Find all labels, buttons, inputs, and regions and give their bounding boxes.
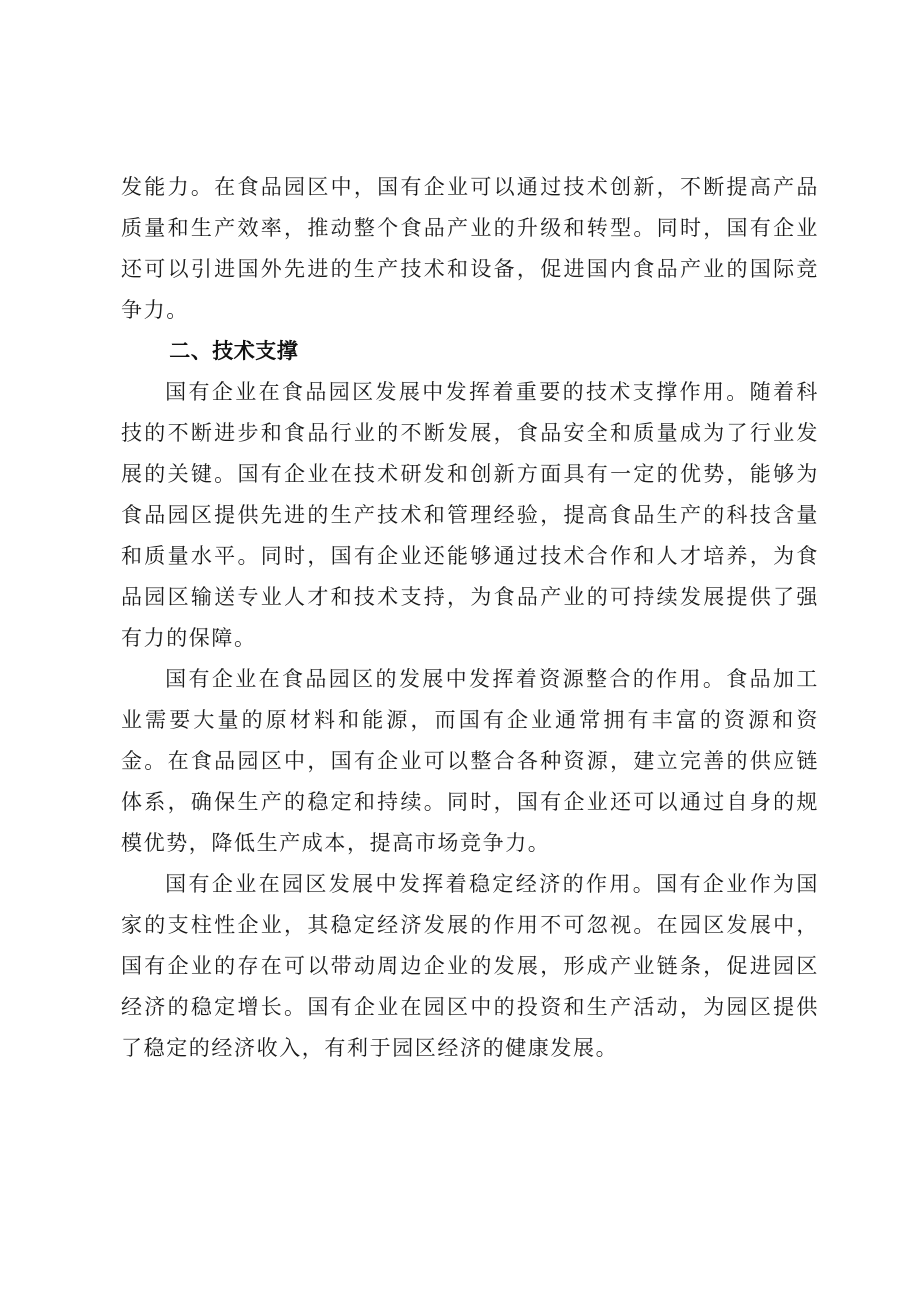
section-heading-tech-support: 二、技术支撑 — [169, 339, 299, 363]
document-body — [121, 167, 819, 1069]
paragraph-continued: 发能力。在食品园区中，国有企业可以通过技术创新，不断提高产品质量和生产效率，推动整个食品产业的升级和转型。同时，国有企业还可以引进国外先进的生产技术和设备，促进国内食品产业的国际竞争力。 — [121, 175, 819, 322]
paragraph-economic-stability: 国有企业在园区发展中发挥着稳定经济的作用。国有企业作为国家的支柱性企业，其稳定经济发展的作用不可忽视。在园区发展中，国有企业的存在可以带动周边企业的发展，形成产业链条，促进园区经济的稳定增长。国有企业在园区中的投资和生产活动，为园区提供了稳定的经济收入，有利于园区经济的健康发展。 — [121, 872, 819, 1060]
paragraph-resource-integration: 国有企业在食品园区的发展中发挥着资源整合的作用。食品加工业需要大量的原材料和能源，而国有企业通常拥有丰富的资源和资金。在食品园区中，国有企业可以整合各种资源，建立完善的供应链体系，确保生产的稳定和持续。同时，国有企业还可以通过自身的规模优势，降低生产成本，提高市场竞争力。 — [121, 667, 819, 855]
paragraph-tech-support: 国有企业在食品园区发展中发挥着重要的技术支撑作用。随着科技的不断进步和食品行业的不断发展，食品安全和质量成为了行业发展的关键。国有企业在技术研发和创新方面具有一定的优势，能够为食品园区提供先进的生产技术和管理经验，提高食品生产的科技含量和质量水平。同时，国有企业还能够通过技术合作和人才培养，为食品园区输送专业人才和技术支持，为食品产业的可持续发展提供了强有力的保障。 — [121, 380, 819, 650]
